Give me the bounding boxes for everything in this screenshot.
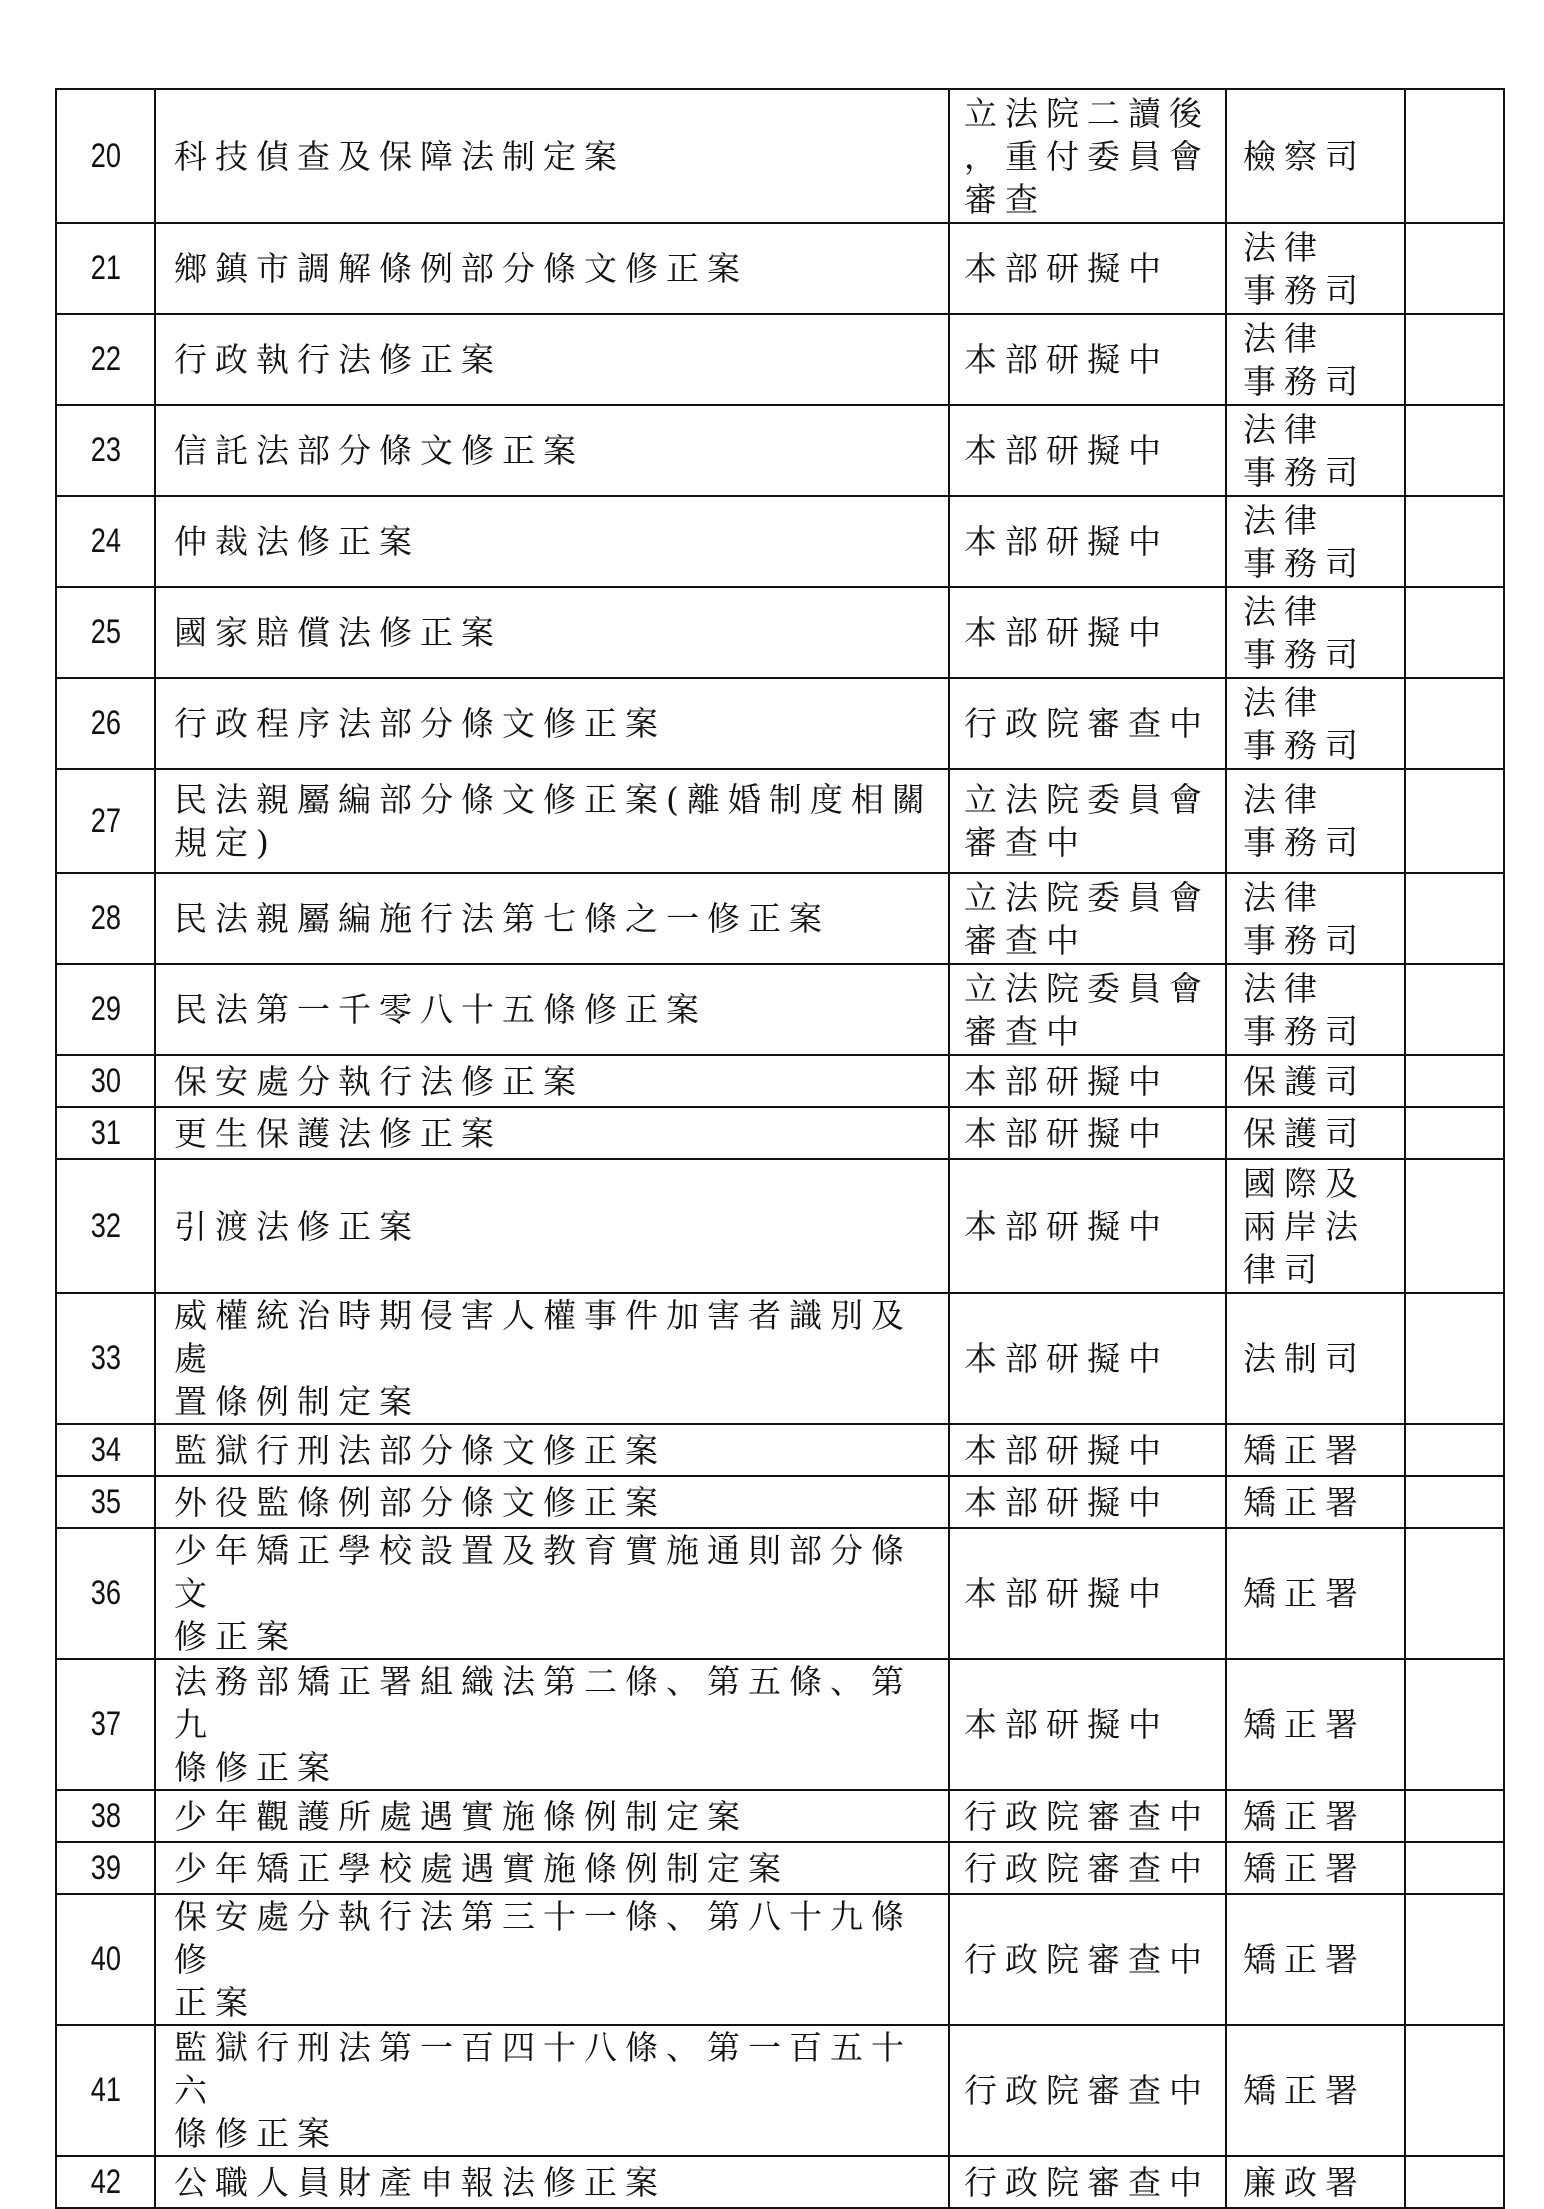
table-row: [56, 496, 1504, 587]
bill-name: 國家賠償法修正案: [174, 613, 502, 652]
row-number: 41: [90, 2071, 121, 2109]
row-number-cell: [56, 587, 155, 678]
bill-name-cell: [155, 587, 949, 678]
responsible-unit-cell: [1226, 223, 1405, 314]
responsible-unit-cell: [1226, 1055, 1405, 1107]
bill-name-cell: [155, 1894, 949, 2025]
bill-status-cell: [949, 223, 1226, 314]
remarks-cell-cell: [1405, 1159, 1504, 1293]
row-number: 22: [90, 340, 121, 378]
responsible-unit: 法律 事務司: [1243, 409, 1366, 492]
remarks-cell-cell: [1405, 587, 1504, 678]
responsible-unit-cell: [1226, 1842, 1405, 1894]
row-number-cell: [56, 1790, 155, 1842]
bill-status-cell: [949, 314, 1226, 405]
bill-status-cell: [949, 587, 1226, 678]
responsible-unit: 檢察司: [1243, 136, 1366, 176]
bill-status-cell: [949, 1894, 1226, 2025]
bill-name: 威權統治時期侵害人權事件加害者識別及處 置條例制定案: [174, 1296, 912, 1421]
bill-status: 本部研擬中: [964, 1482, 1169, 1522]
bill-status-table: [55, 88, 1505, 2209]
remarks-cell-cell: [1405, 1894, 1504, 2025]
bill-name-cell: [155, 769, 949, 873]
row-number: 23: [90, 431, 121, 469]
row-number: 32: [90, 1206, 121, 1245]
remarks-cell-cell: [1405, 1842, 1504, 1894]
bill-status: 本部研擬中: [964, 1574, 1169, 1613]
row-number-cell: [56, 1659, 155, 1790]
bill-status-cell: [949, 405, 1226, 496]
bill-status: 行政院審查中: [964, 2071, 1210, 2110]
row-number: 36: [90, 1574, 121, 1612]
bill-status-cell: [949, 1424, 1226, 1476]
row-number-cell: [56, 1159, 155, 1293]
bill-status: 本部研擬中: [964, 431, 1169, 470]
bill-name: 引渡法修正案: [174, 1206, 420, 1246]
bill-name: 信託法部分條文修正案: [174, 431, 584, 470]
bill-status: 立法院委員會 審查中: [964, 780, 1210, 862]
bill-status-cell: [949, 769, 1226, 873]
responsible-unit: 矯正署: [1243, 1430, 1366, 1470]
responsible-unit: 矯正署: [1243, 2071, 1366, 2110]
row-number: 34: [90, 1430, 121, 1469]
responsible-unit-cell: [1226, 678, 1405, 769]
bill-status-cell: [949, 1107, 1226, 1159]
responsible-unit: 法律 事務司: [1243, 780, 1366, 862]
bill-status-cell: [949, 89, 1226, 223]
bill-name-cell: [155, 1528, 949, 1659]
row-number: 38: [90, 1796, 121, 1835]
responsible-unit: 廉政署: [1243, 2162, 1366, 2202]
bill-status: 立法院二讀後 ，重付委員會 審查: [964, 93, 1210, 219]
bill-status: 本部研擬中: [964, 1206, 1169, 1246]
bill-status: 行政院審查中: [964, 704, 1210, 743]
bill-name-cell: [155, 1476, 949, 1528]
remarks-cell-cell: [1405, 1790, 1504, 1842]
row-number: 31: [90, 1113, 121, 1152]
bill-name: 保安處分執行法第三十一條、第八十九條修 正案: [174, 1897, 912, 2022]
row-number: 21: [90, 249, 121, 287]
row-number: 26: [90, 704, 121, 742]
row-number-cell: [56, 1894, 155, 2025]
row-number-cell: [56, 1055, 155, 1107]
responsible-unit: 法律 事務司: [1243, 968, 1366, 1051]
bill-name: 行政程序法部分條文修正案: [174, 704, 666, 743]
bill-name: 更生保護法修正案: [174, 1113, 502, 1153]
bill-status-cell: [949, 1790, 1226, 1842]
responsible-unit-cell: [1226, 769, 1405, 873]
responsible-unit: 法律 事務司: [1243, 318, 1366, 401]
row-number: 24: [90, 522, 121, 560]
responsible-unit: 法律 事務司: [1243, 877, 1366, 960]
remarks-cell-cell: [1405, 89, 1504, 223]
responsible-unit: 矯正署: [1243, 1848, 1366, 1888]
row-number: 39: [90, 1848, 121, 1887]
bill-name: 法務部矯正署組織法第二條、第五條、第九 條修正案: [174, 1662, 912, 1787]
row-number-cell: [56, 2156, 155, 2208]
responsible-unit: 矯正署: [1243, 1940, 1366, 1979]
bill-name: 保安處分執行法修正案: [174, 1061, 584, 1101]
row-number: 33: [90, 1339, 121, 1377]
responsible-unit-cell: [1226, 314, 1405, 405]
bill-status: 立法院委員會 審查中: [964, 877, 1210, 960]
responsible-unit: 矯正署: [1243, 1482, 1366, 1522]
table-row: [56, 1293, 1504, 1424]
bill-status-cell: [949, 873, 1226, 964]
row-number-cell: [56, 1424, 155, 1476]
bill-name-cell: [155, 223, 949, 314]
bill-status: 本部研擬中: [964, 1430, 1169, 1470]
table-row: [56, 1055, 1504, 1107]
bill-status-cell: [949, 1476, 1226, 1528]
responsible-unit-cell: [1226, 964, 1405, 1055]
bill-name: 民法第一千零八十五條修正案: [174, 990, 707, 1029]
row-number: 42: [90, 2162, 121, 2201]
responsible-unit: 保護司: [1243, 1113, 1366, 1153]
responsible-unit: 法制司: [1243, 1339, 1366, 1378]
bill-name-cell: [155, 496, 949, 587]
bill-name-cell: [155, 1159, 949, 1293]
table-row: [56, 2156, 1504, 2208]
bill-status: 本部研擬中: [964, 249, 1169, 288]
bill-status-cell: [949, 1842, 1226, 1894]
responsible-unit-cell: [1226, 1107, 1405, 1159]
remarks-cell-cell: [1405, 223, 1504, 314]
bill-status-cell: [949, 1293, 1226, 1424]
row-number: 35: [90, 1482, 121, 1521]
table-row: [56, 964, 1504, 1055]
remarks-cell-cell: [1405, 678, 1504, 769]
row-number-cell: [56, 2025, 155, 2156]
row-number-cell: [56, 1476, 155, 1528]
bill-name-cell: [155, 1107, 949, 1159]
bill-status: 本部研擬中: [964, 522, 1169, 561]
responsible-unit-cell: [1226, 1476, 1405, 1528]
bill-status: 行政院審查中: [964, 1796, 1210, 1836]
responsible-unit-cell: [1226, 1790, 1405, 1842]
row-number: 37: [90, 1705, 121, 1743]
bill-status: 本部研擬中: [964, 1061, 1169, 1101]
bill-name: 監獄行刑法第一百四十八條、第一百五十六 條修正案: [174, 2028, 912, 2153]
bill-name: 鄉鎮市調解條例部分條文修正案: [174, 249, 748, 288]
bill-name: 少年矯正學校設置及教育實施通則部分條文 修正案: [174, 1531, 912, 1656]
responsible-unit-cell: [1226, 2156, 1405, 2208]
bill-status: 行政院審查中: [964, 2162, 1210, 2202]
row-number-cell: [56, 1528, 155, 1659]
row-number-cell: [56, 496, 155, 587]
responsible-unit-cell: [1226, 2025, 1405, 2156]
row-number: 29: [90, 990, 121, 1028]
responsible-unit: 法律 事務司: [1243, 591, 1366, 674]
table-row: [56, 1790, 1504, 1842]
bill-name-cell: [155, 1842, 949, 1894]
remarks-cell-cell: [1405, 1424, 1504, 1476]
bill-status-cell: [949, 1528, 1226, 1659]
bill-name-cell: [155, 873, 949, 964]
bill-status: 本部研擬中: [964, 340, 1169, 379]
responsible-unit: 法律 事務司: [1243, 682, 1366, 765]
bill-name-cell: [155, 89, 949, 223]
row-number: 40: [90, 1940, 121, 1978]
row-number-cell: [56, 1842, 155, 1894]
remarks-cell-cell: [1405, 405, 1504, 496]
bill-status: 本部研擬中: [964, 1339, 1169, 1378]
bill-status: 行政院審查中: [964, 1940, 1210, 1979]
bill-name: 少年矯正學校處遇實施條例制定案: [174, 1848, 789, 1888]
remarks-cell-cell: [1405, 2156, 1504, 2208]
row-number: 25: [90, 613, 121, 651]
bill-status-cell: [949, 678, 1226, 769]
row-number-cell: [56, 1107, 155, 1159]
row-number: 30: [90, 1061, 121, 1100]
table-row: [56, 89, 1504, 223]
row-number: 20: [90, 136, 121, 175]
table-row: [56, 314, 1504, 405]
row-number-cell: [56, 314, 155, 405]
row-number-cell: [56, 89, 155, 223]
remarks-cell-cell: [1405, 1055, 1504, 1107]
responsible-unit-cell: [1226, 89, 1405, 223]
table-row: [56, 1476, 1504, 1528]
responsible-unit: 矯正署: [1243, 1705, 1366, 1744]
table-row: [56, 1159, 1504, 1293]
responsible-unit-cell: [1226, 496, 1405, 587]
table-row: [56, 1894, 1504, 2025]
row-number: 27: [90, 801, 121, 840]
table-row: [56, 587, 1504, 678]
bill-status-cell: [949, 2025, 1226, 2156]
responsible-unit: 法律 事務司: [1243, 227, 1366, 310]
bill-status-cell: [949, 2156, 1226, 2208]
table-row: [56, 1107, 1504, 1159]
bill-status: 立法院委員會 審查中: [964, 968, 1210, 1051]
row-number-cell: [56, 873, 155, 964]
bill-name: 外役監條例部分條文修正案: [174, 1482, 666, 1522]
responsible-unit-cell: [1226, 587, 1405, 678]
bill-name: 科技偵查及保障法制定案: [174, 136, 625, 176]
remarks-cell-cell: [1405, 769, 1504, 873]
remarks-cell-cell: [1405, 1293, 1504, 1424]
bill-name-cell: [155, 1055, 949, 1107]
bill-status: 本部研擬中: [964, 613, 1169, 652]
table-row: [56, 2025, 1504, 2156]
bill-name: 少年觀護所處遇實施條例制定案: [174, 1796, 748, 1836]
table-row: [56, 1528, 1504, 1659]
bill-name: 民法親屬編施行法第七條之一修正案: [174, 899, 830, 938]
bill-name-cell: [155, 405, 949, 496]
remarks-cell-cell: [1405, 1107, 1504, 1159]
bill-name: 仲裁法修正案: [174, 522, 420, 561]
responsible-unit-cell: [1226, 1659, 1405, 1790]
responsible-unit-cell: [1226, 1528, 1405, 1659]
table-row: [56, 678, 1504, 769]
table-row: [56, 405, 1504, 496]
bill-name-cell: [155, 1424, 949, 1476]
remarks-cell-cell: [1405, 1528, 1504, 1659]
bill-name-cell: [155, 678, 949, 769]
responsible-unit-cell: [1226, 405, 1405, 496]
responsible-unit: 矯正署: [1243, 1574, 1366, 1613]
bill-status-cell: [949, 1055, 1226, 1107]
table-row: [56, 769, 1504, 873]
bill-name-cell: [155, 314, 949, 405]
responsible-unit-cell: [1226, 1159, 1405, 1293]
bill-status: 本部研擬中: [964, 1705, 1169, 1744]
bill-status: 本部研擬中: [964, 1113, 1169, 1153]
responsible-unit-cell: [1226, 873, 1405, 964]
table-body: [56, 89, 1504, 2208]
bill-name-cell: [155, 1790, 949, 1842]
bill-name: 行政執行法修正案: [174, 340, 502, 379]
table-row: [56, 1659, 1504, 1790]
bill-name: 公職人員財產申報法修正案: [174, 2162, 666, 2202]
bill-name: 監獄行刑法部分條文修正案: [174, 1430, 666, 1470]
table-row: [56, 1842, 1504, 1894]
bill-name: 民法親屬編部分條文修正案(離婚制度相關 規定): [174, 780, 933, 862]
responsible-unit-cell: [1226, 1424, 1405, 1476]
row-number-cell: [56, 964, 155, 1055]
remarks-cell-cell: [1405, 1659, 1504, 1790]
row-number-cell: [56, 223, 155, 314]
responsible-unit: 國際及 兩岸法 律司: [1243, 1163, 1366, 1289]
bill-name-cell: [155, 964, 949, 1055]
bill-status-cell: [949, 1159, 1226, 1293]
row-number-cell: [56, 1293, 155, 1424]
remarks-cell-cell: [1405, 1476, 1504, 1528]
responsible-unit-cell: [1226, 1293, 1405, 1424]
responsible-unit: 矯正署: [1243, 1796, 1366, 1836]
bill-name-cell: [155, 2025, 949, 2156]
remarks-cell-cell: [1405, 2025, 1504, 2156]
responsible-unit: 法律 事務司: [1243, 500, 1366, 583]
row-number-cell: [56, 405, 155, 496]
table-row: [56, 873, 1504, 964]
row-number-cell: [56, 769, 155, 873]
row-number: 28: [90, 899, 121, 937]
remarks-cell-cell: [1405, 496, 1504, 587]
table-row: [56, 1424, 1504, 1476]
bill-status: 行政院審查中: [964, 1848, 1210, 1888]
remarks-cell-cell: [1405, 873, 1504, 964]
remarks-cell-cell: [1405, 964, 1504, 1055]
table-row: [56, 223, 1504, 314]
responsible-unit-cell: [1226, 1894, 1405, 2025]
bill-status-cell: [949, 496, 1226, 587]
bill-status-cell: [949, 964, 1226, 1055]
bill-status-cell: [949, 1659, 1226, 1790]
responsible-unit: 保護司: [1243, 1061, 1366, 1101]
bill-name-cell: [155, 2156, 949, 2208]
remarks-cell-cell: [1405, 314, 1504, 405]
bill-name-cell: [155, 1293, 949, 1424]
row-number-cell: [56, 678, 155, 769]
bill-name-cell: [155, 1659, 949, 1790]
